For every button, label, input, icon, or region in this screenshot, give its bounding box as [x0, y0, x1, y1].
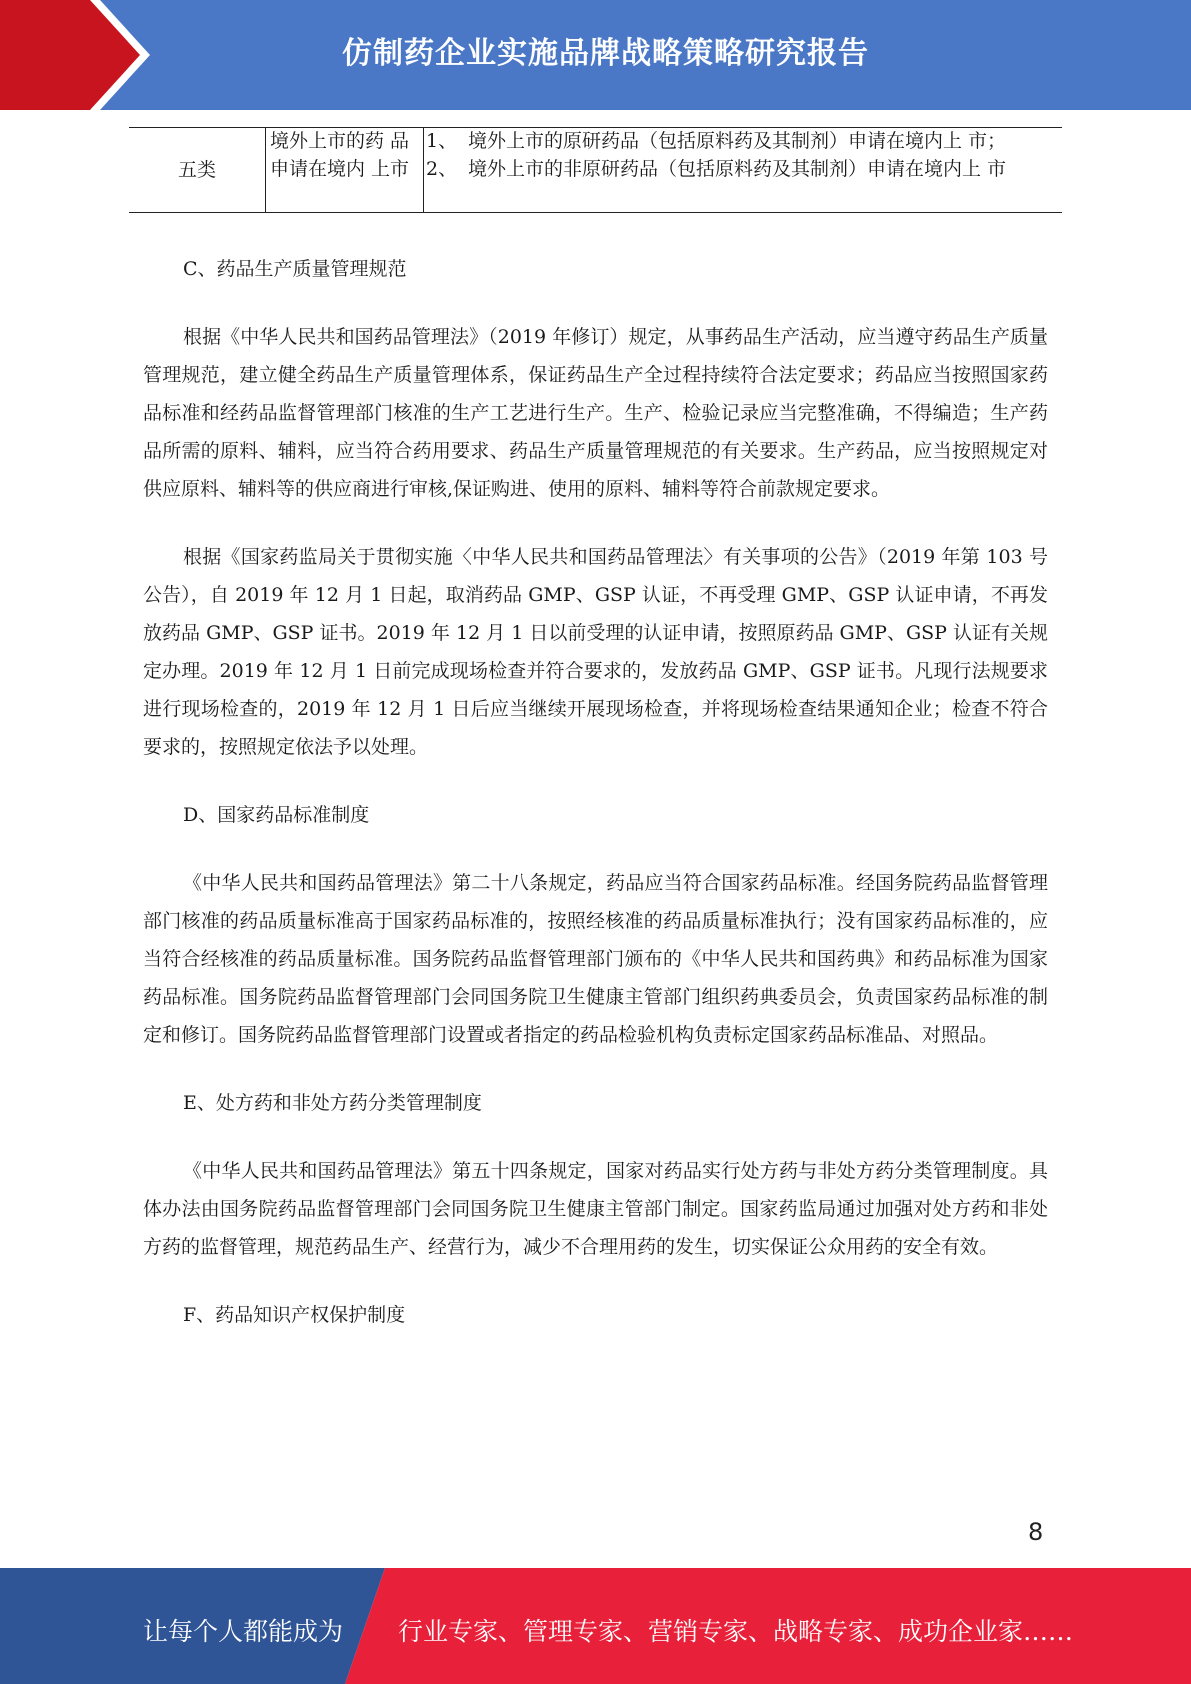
paragraph: 根据《中华人民共和国药品管理法》（2019 年修订）规定，从事药品生产活动，应当遵守药品生产质量管理规范，建立健全药品生产质量管理体系，保证药品生产全过程持续符合法定要求；药品应当按照国家药品标准和经药品监督管理部门核准的生产工艺进行生产。生产、检验记录应当完整准确，不得编造；生产药品所需的原料、辅料，应当符合药用要求、药品生产质量管理规范的有关要求。生产药品，应当按照规定对供应原料、辅料等的供应商进行审核,保证购进、使用的原料、辅料等符合前款规定要求。 — [143, 326, 1048, 500]
item-text: 境外上市的原研药品（包括原料药及其制剂）申请在境内上 市； — [468, 130, 1007, 152]
section-heading-d: D、国家药品标准制度 — [183, 804, 370, 826]
page-body — [143, 250, 1048, 1334]
drug-class-table — [129, 127, 1062, 213]
paragraph: 根据《国家药监局关于贯彻实施〈中华人民共和国药品管理法〉有关事项的公告》（2019 年第 103 号公告），自 2019 年 12 月 1 日起，取消药品 GMP、GSP 认证，不再受理 GMP、GSP 认证申请，不再发放药品 GMP、GSP 证书。2019 年 12 月 1 日以前受理的认证申请，按照原药品 GMP、GSP 认证有关规定办理。2019 年 12 月 1 日前完成现场检查并符合要求的，发放药品 GMP、GSP 证书。凡现行法规要求进行现场检查的，2019 年 12 月 1 日后应当继续开展现场检查，并将现场检查结果通知企业；检查不符合要求的，按照规定依法予以处理。 — [143, 546, 1048, 758]
list-item — [426, 127, 1062, 155]
report-title: 仿制药企业实施品牌战略策略研究报告 — [342, 36, 869, 71]
table-row — [129, 127, 1062, 213]
item-text: 境外上市的非原研药品（包括原料药及其制剂）申请在境内上 市 — [468, 158, 1007, 180]
section-heading-e: E、处方药和非处方药分类管理制度 — [183, 1092, 482, 1114]
section-heading-f: F、药品知识产权保护制度 — [183, 1304, 406, 1326]
item-number: 2、 — [426, 158, 458, 180]
table-bottom-rule — [129, 212, 1062, 213]
items-cell — [424, 127, 1063, 213]
header-banner — [0, 0, 1191, 110]
condition-cell — [266, 127, 424, 213]
page-number: 8 — [1028, 1518, 1044, 1546]
paragraph: 《中华人民共和国药品管理法》第二十八条规定，药品应当符合国家药品标准。经国务院药品监督管理部门核准的药品质量标准高于国家药品标准的，按照经核准的药品质量标准执行；没有国家药品标准的，应当符合经核准的药品质量标准。国务院药品监督管理部门颁布的《中华人民共和国药典》和药品标准为国家药品标准。国务院药品监督管理部门会同国务院卫生健康主管部门组织药典委员会，负责国家药品标准的制定和修订。国务院药品监督管理部门设置或者指定的药品检验机构负责标定国家药品标准品、对照品。 — [143, 872, 1048, 1046]
footer-slogan-left: 让每个人都能成为 — [143, 1617, 344, 1646]
condition-line: 申请在境内 上市 — [270, 158, 410, 180]
paragraph: 《中华人民共和国药品管理法》第五十四条规定，国家对药品实行处方药与非处方药分类管理制度。具体办法由国务院药品监督管理部门会同国务院卫生健康主管部门制定。国家药监局通过加强对处方药和非处方药的监督管理，规范药品生产、经营行为，减少不合理用药的发生，切实保证公众用药的安全有效。 — [143, 1160, 1048, 1258]
footer-slogan-right: 行业专家、管理专家、营销专家、战略专家、成功企业家…… — [398, 1617, 1074, 1646]
item-number: 1、 — [426, 130, 458, 152]
section-heading-c: C、药品生产质量管理规范 — [183, 258, 407, 280]
condition-line: 境外上市的药 品 — [270, 130, 410, 152]
category-cell: 五类 — [129, 127, 266, 213]
list-item — [426, 155, 1062, 183]
